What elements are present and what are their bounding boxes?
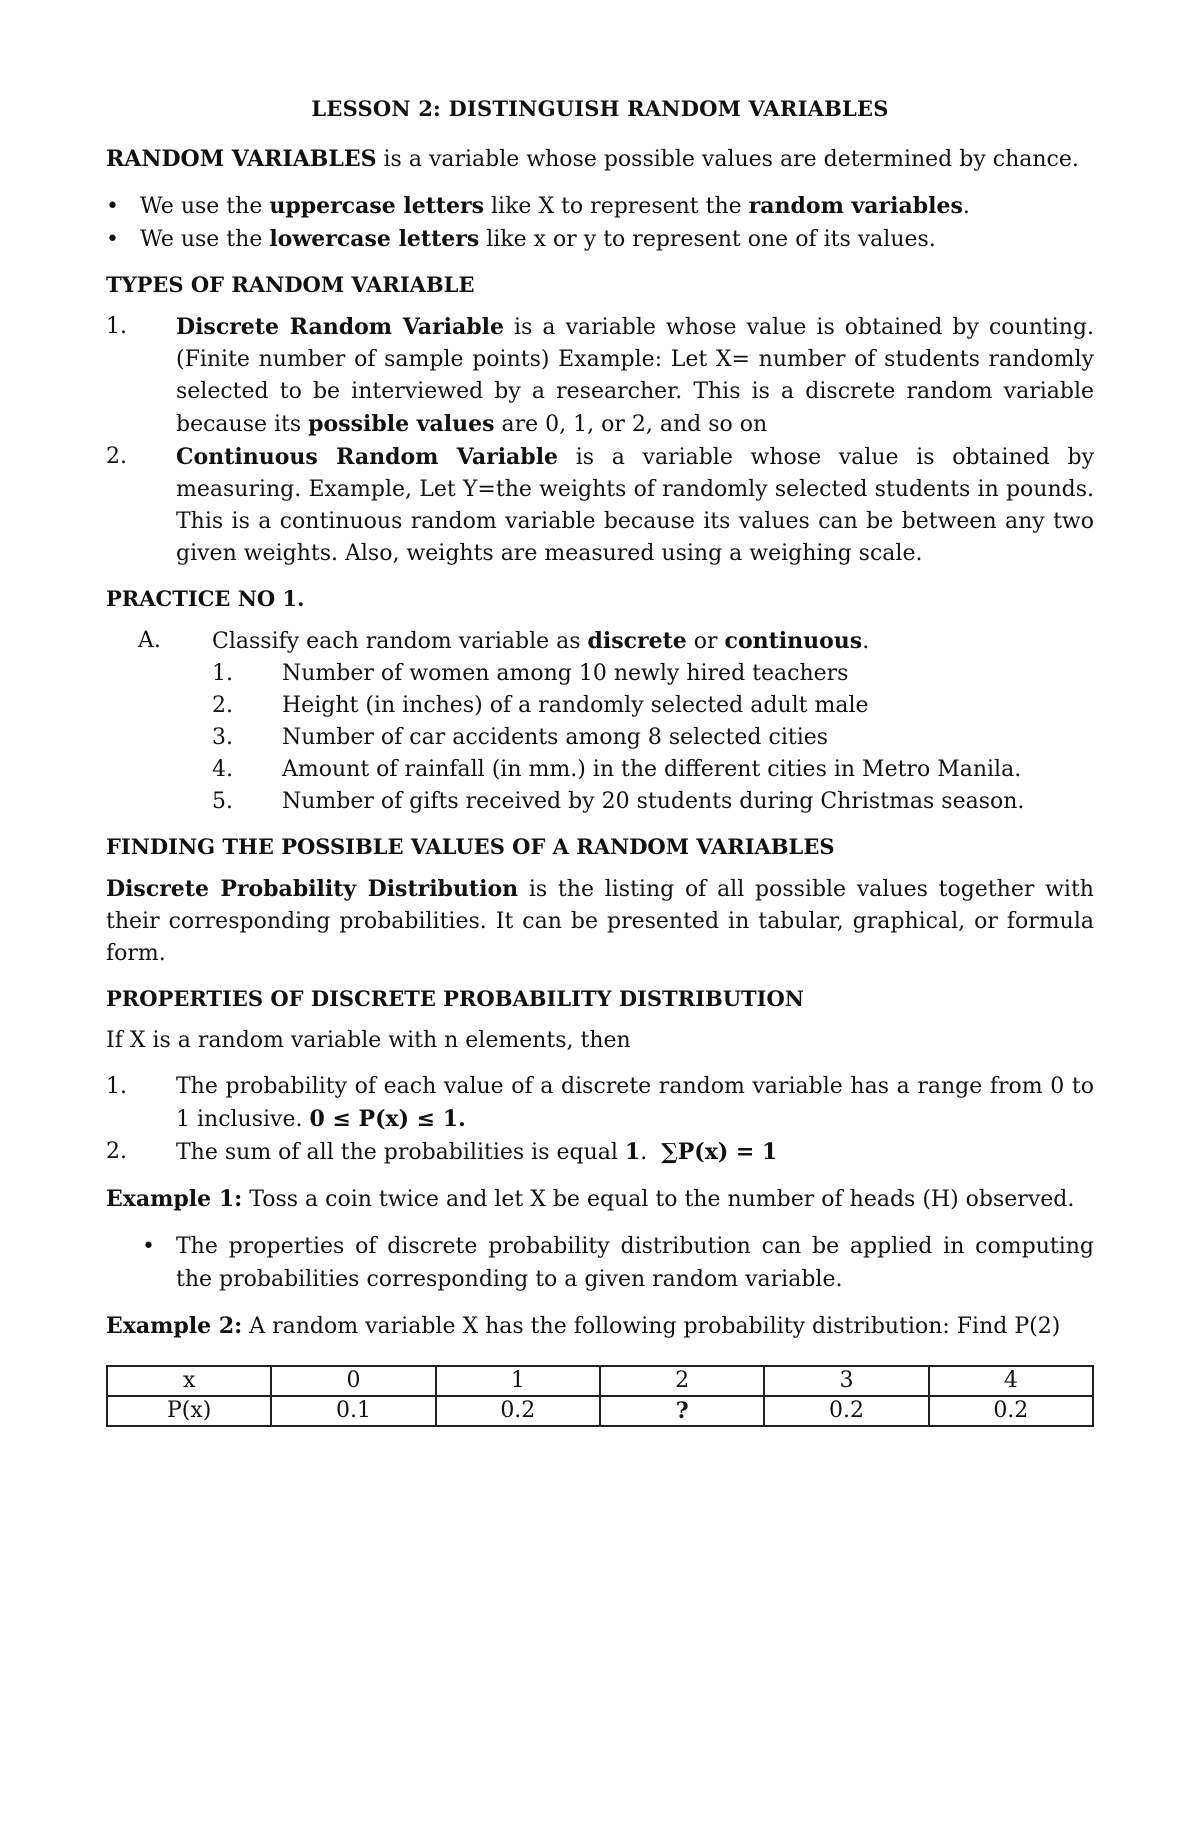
type-term: Discrete Random Variable bbox=[176, 314, 505, 340]
practice-heading: PRACTICE NO 1. bbox=[106, 586, 305, 611]
table-cell: 0.2 bbox=[436, 1396, 600, 1426]
item-number: 5. bbox=[212, 789, 233, 814]
bullet-text: We use the bbox=[140, 194, 270, 219]
item-number: 2. bbox=[106, 444, 127, 469]
list-item bbox=[106, 1136, 1094, 1169]
bullet-text: like X to represent the bbox=[484, 194, 749, 219]
notation-bullets bbox=[106, 190, 1094, 256]
item-number: 2. bbox=[106, 1139, 127, 1164]
type-text: is a variable whose value is obtained by measuring. Example, Let Y=the weights of randomly selected students in pounds. This is a continuous random variable because its values can be between any two given weights. Also, weights are measured using a weighing scale. bbox=[176, 445, 1094, 566]
bullet-text: like x or y to represent one of its values. bbox=[479, 227, 936, 252]
table-cell: 0 bbox=[271, 1366, 435, 1396]
item-number: 1. bbox=[106, 314, 127, 339]
table-cell: 3 bbox=[764, 1366, 928, 1396]
example-bullets bbox=[106, 1230, 1094, 1296]
dpd-term: Discrete Probability Distribution bbox=[106, 876, 519, 902]
item-number: 3. bbox=[212, 725, 233, 750]
list-item: • The properties of discrete probability distribution can be applied in computing the probabilities corresponding to a given random variable. bbox=[106, 1230, 1094, 1296]
definition-term: RANDOM VARIABLES bbox=[106, 146, 377, 172]
random-variable-definition bbox=[106, 143, 1094, 176]
probability-distribution-table bbox=[106, 1365, 1094, 1427]
properties-heading: PROPERTIES OF DISCRETE PROBABILITY DISTRIBUTION bbox=[106, 986, 804, 1011]
bullet-text: . bbox=[962, 194, 970, 219]
bullet-bold: random variables bbox=[748, 193, 963, 219]
list-item bbox=[106, 223, 1094, 256]
properties-list bbox=[106, 1071, 1094, 1169]
item-number: 1. bbox=[106, 1074, 127, 1099]
bullet-text: We use the bbox=[140, 227, 270, 252]
example-label: Example 1: bbox=[106, 1186, 243, 1212]
table-cell: 2 bbox=[600, 1366, 764, 1396]
list-item bbox=[106, 441, 1094, 570]
practice-items bbox=[106, 658, 1094, 818]
property-text: . bbox=[640, 1140, 662, 1165]
list-item bbox=[106, 690, 1094, 722]
item-number: 1. bbox=[212, 661, 233, 686]
example-text: Toss a coin twice and let X be equal to the number of heads (H) observed. bbox=[242, 1187, 1075, 1212]
table-cell: 0.2 bbox=[764, 1396, 928, 1426]
types-list bbox=[106, 311, 1094, 570]
list-item bbox=[106, 190, 1094, 223]
definition-text: is a variable whose possible values are determined by chance. bbox=[376, 147, 1079, 172]
type-term: Continuous Random Variable bbox=[176, 444, 559, 470]
dpd-definition bbox=[106, 873, 1094, 970]
item-text: Number of car accidents among 8 selected cities bbox=[282, 725, 829, 750]
practice-instruction bbox=[106, 625, 1094, 658]
bullet-bold: lowercase letters bbox=[269, 226, 480, 252]
property-text: The probability of each value of a discrete random variable has a range from 0 to 1 inclusive. bbox=[176, 1074, 1094, 1132]
item-text: Number of women among 10 newly hired teachers bbox=[282, 661, 849, 686]
item-text: Height (in inches) of a randomly selected adult male bbox=[282, 693, 869, 718]
example-label: Example 2: bbox=[106, 1313, 243, 1339]
instruction-bold: discrete bbox=[587, 628, 687, 654]
list-item bbox=[106, 1071, 1094, 1136]
list-item bbox=[106, 311, 1094, 441]
type-text: are 0, 1, or 2, and so on bbox=[494, 412, 768, 437]
list-item bbox=[106, 786, 1094, 818]
example-2 bbox=[106, 1310, 1094, 1343]
item-text: Amount of rainfall (in mm.) in the different cities in Metro Manila. bbox=[282, 757, 1022, 782]
table-cell: 4 bbox=[929, 1366, 1093, 1396]
property-formula: 0 ≤ P(x) ≤ 1. bbox=[309, 1106, 466, 1132]
table-cell: 1 bbox=[436, 1366, 600, 1396]
type-text: is a variable whose value is obtained by counting. (Finite number of sample points) Example: Let X= number of students randomly selected to be interviewed by a researcher. This is a discrete random variable because its bbox=[176, 315, 1095, 437]
list-item bbox=[106, 754, 1094, 786]
bullet-bold: uppercase letters bbox=[269, 193, 485, 219]
property-formula: ∑P(x) = 1 bbox=[661, 1139, 778, 1165]
instruction-text: . bbox=[862, 629, 870, 654]
table-cell: x bbox=[107, 1366, 271, 1396]
property-text: The sum of all the probabilities is equal bbox=[176, 1140, 625, 1165]
item-number: 2. bbox=[212, 693, 233, 718]
example-1 bbox=[106, 1183, 1094, 1216]
list-item bbox=[106, 658, 1094, 690]
instruction-text: or bbox=[686, 629, 725, 654]
instruction-text: Classify each random variable as bbox=[212, 629, 588, 654]
instruction-bold: continuous bbox=[724, 628, 863, 654]
list-item bbox=[106, 722, 1094, 754]
example-text: A random variable X has the following probability distribution: Find P(2) bbox=[242, 1314, 1061, 1339]
dpd-text: is the listing of all possible values together with their corresponding probabilities. It can be presented in tabular, graphical, or formula form. bbox=[106, 877, 1094, 966]
property-bold: 1 bbox=[624, 1139, 641, 1165]
item-letter: A. bbox=[138, 628, 161, 653]
types-heading: TYPES OF RANDOM VARIABLE bbox=[106, 272, 475, 297]
finding-heading: FINDING THE POSSIBLE VALUES OF A RANDOM VARIABLES bbox=[106, 834, 835, 859]
table-row bbox=[107, 1396, 1093, 1426]
table-cell: ? bbox=[600, 1396, 764, 1426]
properties-intro: If X is a random variable with n elements, then bbox=[106, 1028, 631, 1053]
table-cell: 0.1 bbox=[271, 1396, 435, 1426]
lesson-title: LESSON 2: DISTINGUISH RANDOM VARIABLES bbox=[311, 96, 889, 121]
item-text: Number of gifts received by 20 students during Christmas season. bbox=[282, 789, 1025, 814]
practice-section bbox=[106, 625, 1094, 818]
type-bold: possible values bbox=[308, 411, 495, 437]
table-row bbox=[107, 1366, 1093, 1396]
table-cell: P(x) bbox=[107, 1396, 271, 1426]
table-cell: 0.2 bbox=[929, 1396, 1093, 1426]
item-number: 4. bbox=[212, 757, 233, 782]
